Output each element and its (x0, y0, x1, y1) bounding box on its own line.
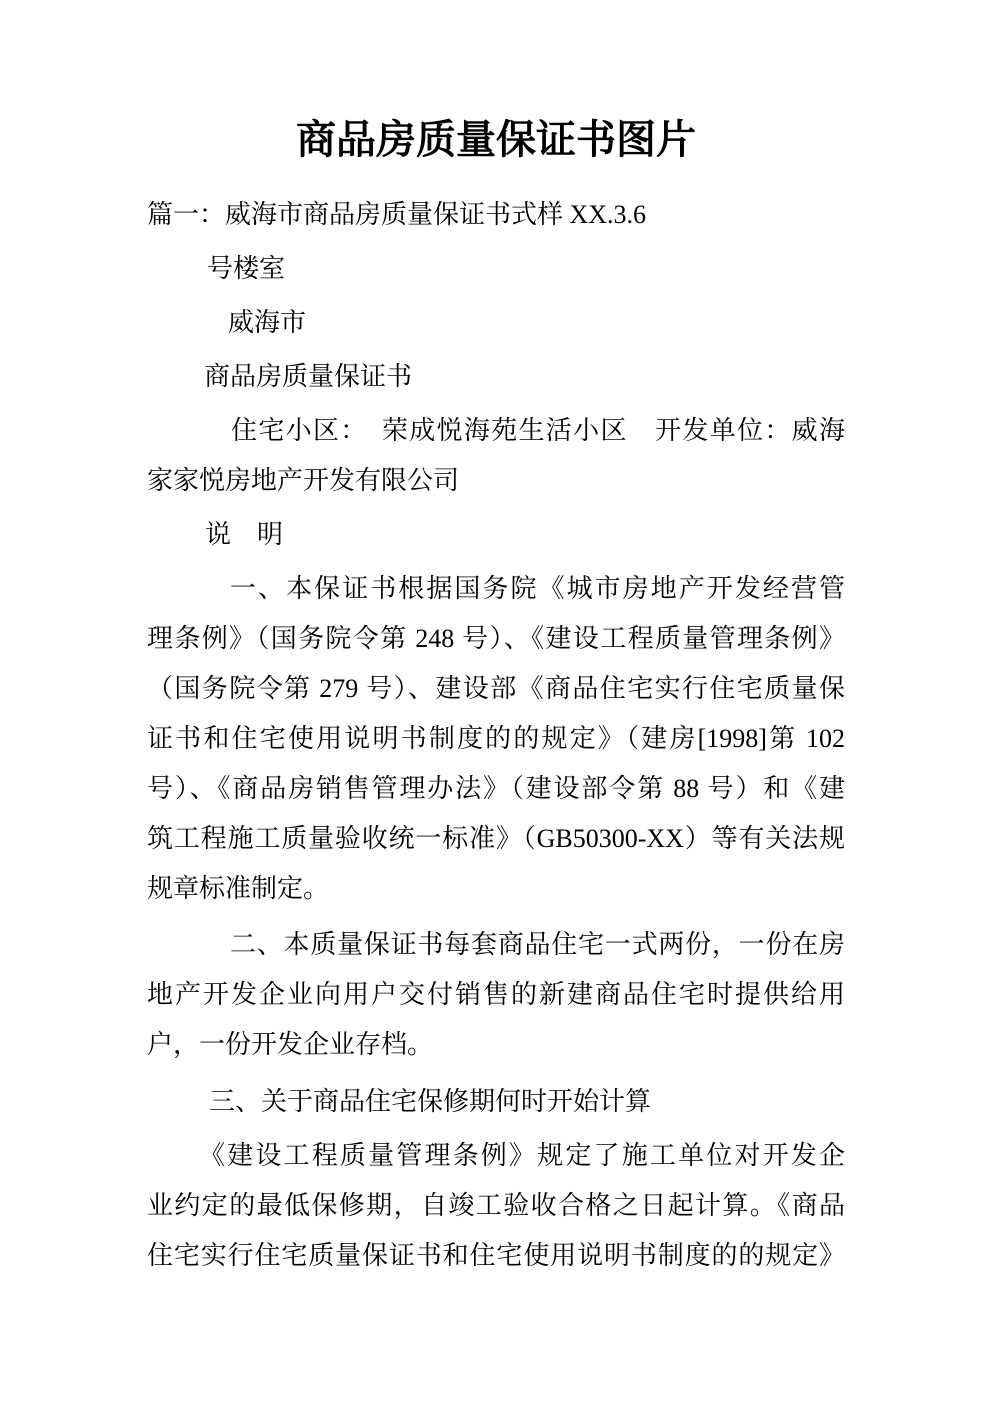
text-line: 规章标准制定。 (147, 874, 330, 903)
text-line: 号楼室 (207, 254, 286, 283)
text-line: 号）、《商品房销售管理办法》（建设部令第 88 号）和《建 (147, 774, 845, 803)
paragraph-city-line (147, 298, 845, 348)
document-body (147, 190, 845, 1281)
text-line: 三、关于商品住宅保修期何时开始计算 (209, 1087, 652, 1116)
text-line: 篇一：威海市商品房质量保证书式样 XX.3.6 (147, 200, 647, 229)
text-line: 威海市 (228, 308, 307, 337)
paragraph-shuoming-heading (147, 510, 845, 560)
paragraph-item-three-heading (147, 1077, 845, 1127)
text-line: （国务院令第 279 号）、建设部《商品住宅实行住宅质量保 (147, 674, 845, 703)
document-title: 商品房质量保证书图片 (296, 117, 696, 162)
text-line: 商品房质量保证书 (204, 362, 413, 391)
text-line: 证书和住宅使用说明书制度的的规定》（建房[1998]第 102 (147, 724, 845, 753)
text-line: 家家悦房地产开发有限公司 (147, 466, 460, 495)
text-line: 理条例》（国务院令第 248 号）、《建设工程质量管理条例》 (147, 624, 845, 653)
text-line: 说 明 (205, 520, 284, 549)
paragraph-item-one (147, 564, 845, 914)
text-line: 业约定的最低保修期，自竣工验收合格之日起计算。《商品 (147, 1191, 845, 1220)
text-line: 住宅实行住宅质量保证书和住宅使用说明书制度的的规定》 (147, 1241, 845, 1270)
paragraph-item-three-body (147, 1131, 845, 1281)
paragraph-item-two (147, 920, 845, 1070)
text-line: 住宅小区： 荣成悦海苑生活小区 开发单位：威海 (231, 416, 845, 445)
text-line: 《建设工程质量管理条例》规定了施工单位对开发企 (199, 1141, 845, 1170)
paragraph-room-number-line (147, 244, 845, 294)
text-line: 筑工程施工质量验收统一标准》（GB50300-XX）等有关法规 (147, 824, 845, 853)
text-line: 地产开发企业向用户交付销售的新建商品住宅时提供给用 (147, 980, 845, 1009)
text-line: 户，一份开发企业存档。 (147, 1030, 434, 1059)
text-line: 二、本质量保证书每套商品住宅一式两份，一份在房 (230, 930, 845, 959)
paragraph-community-and-developer (147, 406, 845, 506)
paragraph-doc-subtitle (147, 352, 845, 402)
text-line: 一、本保证书根据国务院《城市房地产开发经营管 (230, 574, 845, 603)
paragraph-byline (147, 190, 845, 240)
